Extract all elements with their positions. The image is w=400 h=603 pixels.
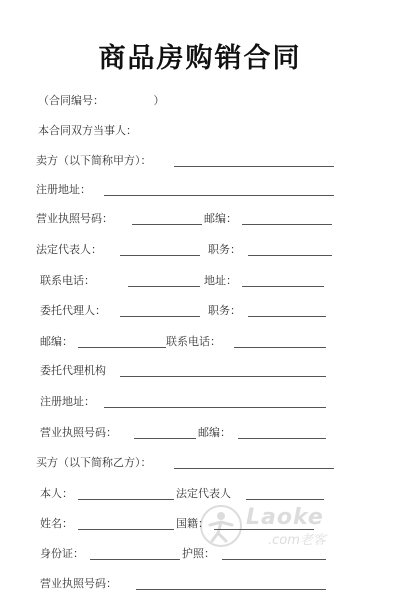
parties-intro: 本合同双方当事人： <box>38 124 137 137</box>
seller-reg-address-label: 注册地址： <box>36 183 91 196</box>
seller-label: 卖方（以下简称甲方）： <box>36 154 152 167</box>
seller-agent-position-blank[interactable] <box>248 316 326 317</box>
agency-postcode-label: 邮编： <box>198 426 231 439</box>
agency-label: 委托代理机构 <box>40 364 106 377</box>
seller-postcode-blank[interactable] <box>242 224 332 225</box>
watermark-text: Laoke <box>246 505 324 530</box>
buyer-name-blank[interactable] <box>78 529 174 530</box>
agency-reg-address-label: 注册地址： <box>40 395 95 408</box>
seller-address-blank[interactable] <box>242 286 324 287</box>
seller-license-label: 营业执照号码： <box>36 212 113 225</box>
buyer-passport-label: 护照： <box>182 547 215 560</box>
buyer-license-blank[interactable] <box>136 589 326 590</box>
buyer-id-label: 身份证： <box>40 547 84 560</box>
contract-title: 商品房购销合同 <box>98 43 302 74</box>
seller-position-blank[interactable] <box>248 255 332 256</box>
laoke-watermark <box>198 503 358 553</box>
agent-postcode-label: 邮编： <box>40 335 73 348</box>
agency-license-label: 营业执照号码： <box>40 426 117 439</box>
agent-phone-blank[interactable] <box>234 347 326 348</box>
agent-postcode-blank[interactable] <box>78 347 166 348</box>
seller-license-blank[interactable] <box>132 224 202 225</box>
buyer-principal-blank[interactable] <box>78 499 174 500</box>
seller-reg-address-blank[interactable] <box>104 195 334 196</box>
buyer-legal-rep-label: 法定代表人 <box>176 487 231 500</box>
buyer-principal-label: 本人： <box>40 487 73 500</box>
seller-position-label: 职务： <box>208 243 241 256</box>
buyer-passport-blank[interactable] <box>222 559 326 560</box>
seller-postcode-label: 邮编： <box>204 212 237 225</box>
seller-agent-blank[interactable] <box>120 316 200 317</box>
buyer-blank[interactable] <box>174 468 334 469</box>
buyer-name-label: 姓名： <box>40 517 73 530</box>
agency-postcode-blank[interactable] <box>238 438 326 439</box>
buyer-label: 买方（以下简称乙方）： <box>36 456 152 469</box>
contract-number-label: （合同编号： ） <box>38 94 165 107</box>
watermark-subtext: .com老客 <box>268 533 326 548</box>
seller-agent-label: 委托代理人： <box>40 304 106 317</box>
seller-phone-blank[interactable] <box>128 286 200 287</box>
seller-agent-position-label: 职务： <box>208 304 241 317</box>
seller-legal-rep-label: 法定代表人： <box>36 243 102 256</box>
agency-blank[interactable] <box>120 376 326 377</box>
agency-reg-address-blank[interactable] <box>104 407 326 408</box>
seller-phone-label: 联系电话： <box>40 274 95 287</box>
buyer-nationality-label: 国籍： <box>176 517 209 530</box>
buyer-license-label: 营业执照号码： <box>40 577 117 590</box>
buyer-id-blank[interactable] <box>90 559 180 560</box>
seller-blank[interactable] <box>174 166 334 167</box>
seller-address-label: 地址： <box>204 274 237 287</box>
seller-legal-rep-blank[interactable] <box>120 255 200 256</box>
laoke-logo-icon <box>198 503 244 549</box>
agency-license-blank[interactable] <box>134 438 196 439</box>
agent-phone-label: 联系电话： <box>166 335 221 348</box>
buyer-legal-rep-blank[interactable] <box>246 499 324 500</box>
